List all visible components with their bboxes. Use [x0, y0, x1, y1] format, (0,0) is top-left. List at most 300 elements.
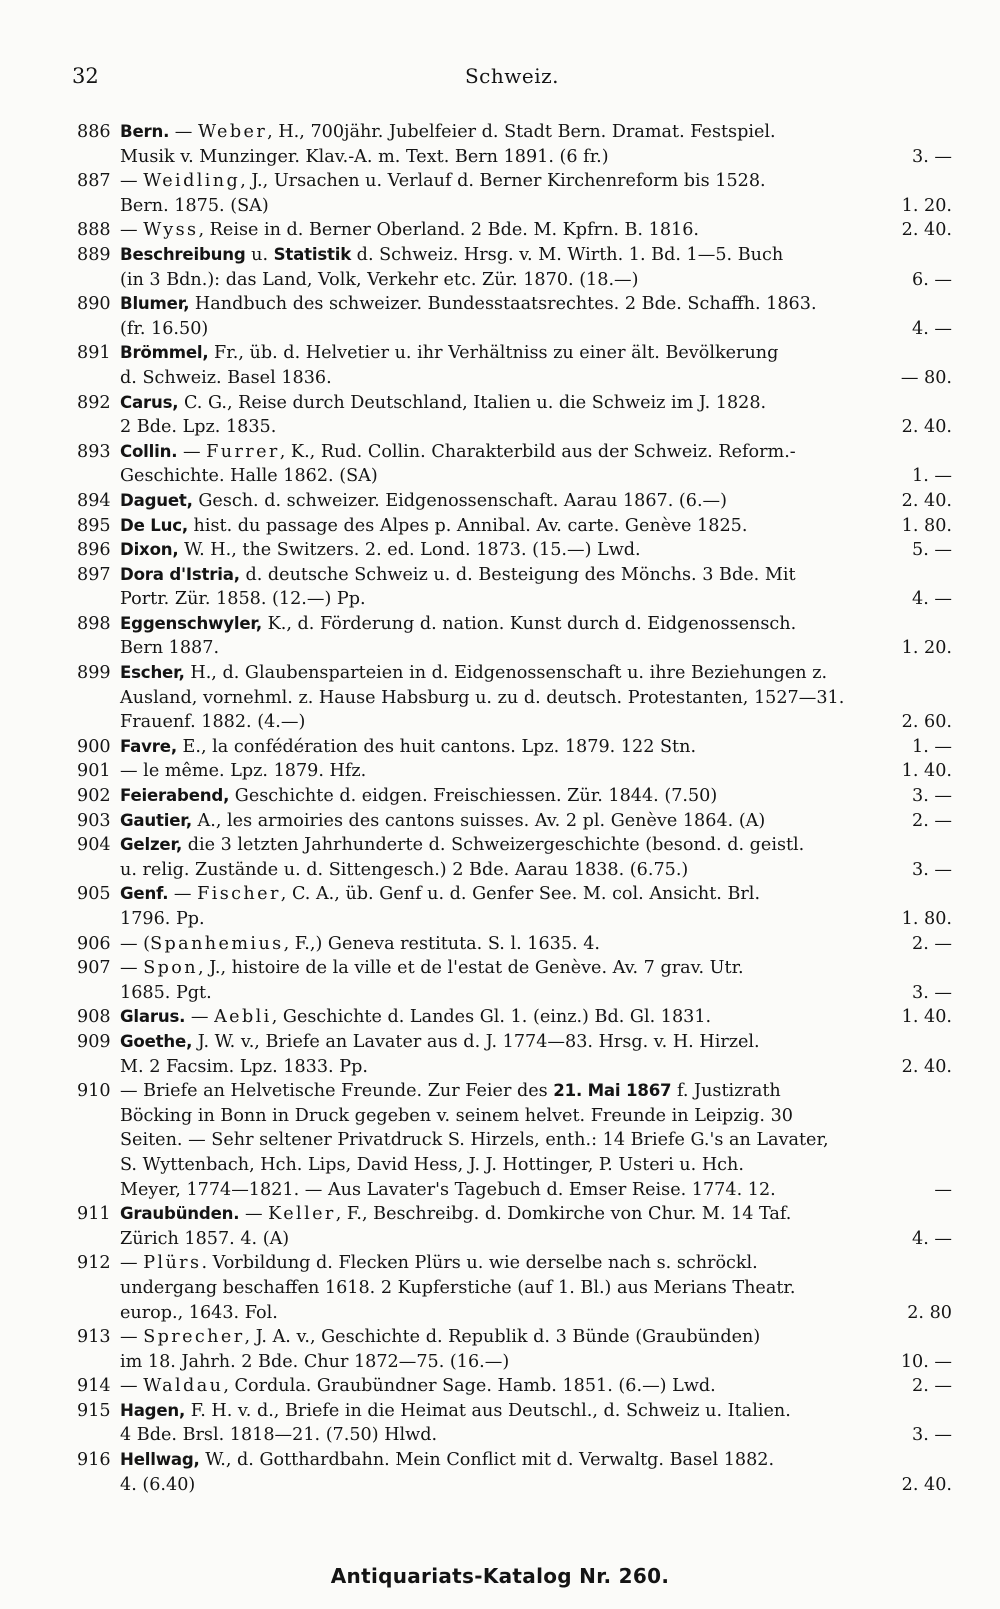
entry-author: Plürs — [143, 1253, 202, 1274]
entry-text — [120, 1325, 760, 1350]
entry-price: 1. 40. — [901, 1007, 952, 1028]
entry-line — [0, 538, 1000, 563]
entry-line — [0, 735, 1000, 760]
entry-line — [0, 956, 1000, 981]
entry-text-run: — — [239, 1204, 269, 1225]
entry-text-run: — Briefe an Helvetische Freunde. Zur Feier des — [120, 1081, 554, 1102]
entry-text — [120, 1423, 437, 1448]
entry-price: 4. — — [912, 318, 952, 339]
entry-text — [120, 1448, 774, 1473]
entry-line — [0, 1301, 1000, 1326]
entry-keyword: Dora d'Istria, — [120, 564, 240, 584]
entry-line — [0, 120, 1000, 145]
entry-text-run: hist. du passage des Alpes p. Annibal. Av. carte. Genève 1825. — [187, 515, 748, 536]
entry-author: Fischer — [197, 884, 281, 905]
entry-text — [120, 1399, 791, 1424]
entry-keyword: Escher, — [120, 663, 185, 683]
catalog-entry — [0, 833, 1000, 882]
entry-number: 903 — [77, 810, 111, 831]
entry-line — [0, 514, 1000, 539]
entry-number: 891 — [77, 343, 111, 364]
catalog-entry — [0, 1030, 1000, 1079]
entry-line — [0, 1325, 1000, 1350]
entry-price: 1. 80. — [901, 515, 952, 536]
catalog-entry — [0, 1325, 1000, 1374]
entry-number: 911 — [77, 1204, 111, 1225]
entry-number: 915 — [77, 1400, 111, 1421]
entry-number: 887 — [77, 171, 111, 192]
entry-text — [120, 1178, 776, 1203]
entry-text — [120, 882, 760, 907]
entry-price: — 80. — [900, 367, 952, 388]
entry-line — [0, 1374, 1000, 1399]
entry-text-run: Meyer, 1774—1821. — Aus Lavater's Tagebuch d. Emser Reise. 1774. 12. — [120, 1179, 776, 1200]
entry-text-run: 1685. Pgt. — [120, 982, 212, 1003]
catalog-entry — [0, 735, 1000, 760]
entry-text-run: , Geschichte d. Landes Gl. 1. (einz.) Bd. Gl. 1831. — [271, 1007, 712, 1028]
entry-text-run: u. relig. Zustände u. d. Sittengesch.) 2 Bde. Aarau 1838. (6.75.) — [120, 859, 689, 880]
entry-text-run: Portr. Zür. 1858. (12.—) Pp. — [120, 589, 366, 610]
entry-line — [0, 686, 1000, 711]
entry-text-run: — le même. Lpz. 1879. Hfz. — [120, 761, 367, 782]
entry-text-run: — — [169, 122, 198, 142]
entry-text-run: — — [120, 1253, 144, 1274]
entry-text — [120, 833, 804, 858]
entry-text-run: Zürich 1857. 4. (A) — [120, 1228, 290, 1249]
entry-line — [0, 341, 1000, 366]
entry-line — [0, 1350, 1000, 1375]
catalog-entry — [0, 1202, 1000, 1251]
entry-number: 892 — [77, 392, 111, 413]
entry-text — [120, 268, 639, 293]
entry-text — [120, 440, 796, 465]
entry-text — [120, 907, 205, 932]
entry-keyword: Feierabend, — [120, 786, 230, 806]
catalog-entries — [0, 120, 1000, 1497]
entry-number: 889 — [77, 244, 111, 265]
entry-text-run: — — [120, 1327, 144, 1348]
entry-line — [0, 1153, 1000, 1178]
entry-line — [0, 587, 1000, 612]
entry-number: 894 — [77, 490, 111, 511]
entry-keyword: Eggenschwyler, — [120, 613, 263, 633]
entry-text-run: Geschichte d. eidgen. Freischiessen. Zür. 1844. (7.50) — [229, 786, 718, 807]
catalog-entry — [0, 882, 1000, 931]
entry-text-run: , F.,) Geneva restituta. S. l. 1635. 4. — [283, 933, 601, 954]
entry-text-run: 1796. Pp. — [120, 909, 205, 929]
catalog-entry — [0, 243, 1000, 292]
entry-author: Furrer — [206, 441, 280, 462]
entry-price: 3. — — [912, 859, 952, 880]
entry-text-run: , Cordula. Graubündner Sage. Hamb. 1851. (6.—) Lwd. — [223, 1376, 716, 1397]
catalog-entry — [0, 169, 1000, 218]
entry-line — [0, 317, 1000, 342]
catalog-entry — [0, 391, 1000, 440]
entry-author: Sprecher — [143, 1327, 245, 1348]
entry-text-run: 4. (6.40) — [120, 1474, 196, 1495]
entry-keyword: Statistik — [273, 244, 352, 264]
entry-text-run: Handbuch des schweizer. Bundesstaatsrechtes. 2 Bde. Schaffh. 1863. — [189, 294, 817, 315]
catalog-entry — [0, 489, 1000, 514]
entry-number: 900 — [77, 736, 111, 757]
entry-line — [0, 907, 1000, 932]
entry-line — [0, 981, 1000, 1006]
entry-text — [120, 120, 776, 145]
entry-number: 905 — [77, 884, 111, 905]
entry-text-run: Böcking in Bonn in Druck gegeben v. seinem helvet. Freunde in Leipzig. 30 — [120, 1105, 793, 1126]
entry-text — [120, 1202, 791, 1227]
entry-text-run: , C. A., üb. Genf u. d. Genfer See. M. col. Ansicht. Brl. — [280, 884, 761, 905]
entry-price: 2. 40. — [901, 220, 952, 241]
entry-text — [120, 1104, 793, 1129]
entry-text-run: . Vorbildung d. Flecken Plürs u. wie derselbe nach s. schröckl. — [201, 1253, 758, 1274]
entry-price: 2. — — [912, 1376, 952, 1397]
entry-line — [0, 932, 1000, 957]
entry-price: 3. — — [912, 786, 952, 807]
entry-line — [0, 1473, 1000, 1498]
entry-keyword: Favre, — [120, 736, 177, 756]
entry-price: 6. — — [912, 269, 952, 290]
entry-number: 896 — [77, 540, 111, 561]
entry-line — [0, 882, 1000, 907]
catalog-entry — [0, 292, 1000, 341]
entry-text — [120, 514, 747, 539]
entry-line — [0, 1227, 1000, 1252]
entry-text-run: E., la confédération des huit cantons. Lpz. 1879. 122 Stn. — [176, 736, 697, 757]
entry-text-run: Seiten. — Sehr seltener Privatdruck S. Hirzels, enth.: 14 Briefe G.'s an Lavater, — [120, 1130, 829, 1151]
entry-price: 4. — — [912, 1228, 952, 1249]
entry-text — [120, 1251, 758, 1276]
entry-price: — — [934, 1179, 952, 1200]
entry-number: 910 — [77, 1081, 111, 1102]
entry-number: 907 — [77, 958, 111, 979]
entry-number: 916 — [77, 1450, 111, 1471]
entry-text-run: die 3 letzten Jahrhunderte d. Schweizergeschichte (besond. d. geistl. — [182, 835, 805, 856]
entry-number: 895 — [77, 515, 111, 536]
entry-price: 1. — — [912, 736, 952, 757]
entry-text-run: , H., 700jähr. Jubelfeier d. Stadt Bern. Dramat. Festspiel. — [267, 122, 776, 142]
entry-text-run: , Reise in d. Berner Oberland. 2 Bde. M. Kpfrn. B. 1816. — [198, 220, 699, 241]
entry-line — [0, 1276, 1000, 1301]
entry-number: 902 — [77, 786, 111, 807]
entry-keyword: De Luc, — [120, 515, 188, 535]
entry-price: 1. 80. — [901, 909, 952, 929]
entry-author: Aebli — [214, 1007, 272, 1028]
entry-text — [120, 858, 688, 883]
entry-line — [0, 1055, 1000, 1080]
entry-line — [0, 661, 1000, 686]
entry-text-run: 4 Bde. Brsl. 1818—21. (7.50) Hlwd. — [120, 1425, 438, 1446]
entry-number: 886 — [77, 122, 111, 142]
entry-line — [0, 391, 1000, 416]
entry-keyword: Blumer, — [120, 294, 190, 314]
entry-text-run: J. W. v., Briefe an Lavater aus d. J. 1774—83. Hrsg. v. H. Hirzel. — [192, 1031, 760, 1052]
entry-keyword: 21. Mai 1867 — [553, 1081, 672, 1101]
entry-price: 2. 40. — [901, 1474, 952, 1495]
entry-text-run: — — [120, 171, 144, 192]
entry-price: 2. 40. — [901, 490, 952, 511]
entry-line — [0, 1251, 1000, 1276]
entry-text — [120, 636, 219, 661]
entry-number: 888 — [77, 220, 111, 241]
entry-number: 899 — [77, 663, 111, 684]
entry-number: 913 — [77, 1327, 111, 1348]
entry-number: 898 — [77, 613, 111, 634]
entry-keyword: Goethe, — [120, 1031, 193, 1051]
entry-line — [0, 440, 1000, 465]
entry-number: 908 — [77, 1007, 111, 1028]
entry-line — [0, 169, 1000, 194]
entry-keyword: Genf. — [120, 884, 169, 904]
entry-text-run: — — [120, 1376, 144, 1397]
entry-number: 890 — [77, 294, 111, 315]
entry-text — [120, 1030, 760, 1055]
catalog-entry — [0, 1374, 1000, 1399]
entry-text-run: , J., histoire de la ville et de l'estat de Genève. Av. 7 grav. Utr. — [198, 958, 744, 979]
entry-keyword: Brömmel, — [120, 343, 209, 363]
entry-line — [0, 464, 1000, 489]
entry-price: 1. — — [912, 466, 952, 487]
entry-author: Waldau — [143, 1376, 224, 1397]
entry-text — [120, 1227, 289, 1252]
entry-text — [120, 1055, 368, 1080]
entry-text-run: Gesch. d. schweizer. Eidgenossenschaft. Aarau 1867. (6.—) — [192, 490, 728, 511]
entry-text — [120, 686, 844, 711]
entry-text-run: d. deutsche Schweiz u. d. Besteigung des Mönchs. 3 Bde. Mit — [239, 564, 796, 585]
entry-text — [120, 218, 699, 243]
entry-text-run: d. Schweiz. Basel 1836. — [120, 367, 332, 388]
entry-keyword: Collin. — [120, 441, 178, 461]
entry-number: 914 — [77, 1376, 111, 1397]
entry-line — [0, 218, 1000, 243]
entry-text-run: (in 3 Bdn.): das Land, Volk, Verkehr etc. Zür. 1870. (18.—) — [120, 269, 639, 290]
entry-line — [0, 833, 1000, 858]
entry-text-run: — ( — [120, 933, 151, 954]
entry-author: Spon — [143, 958, 199, 979]
entry-keyword: Gautier, — [120, 810, 192, 830]
entry-text-run: (fr. 16.50) — [120, 318, 209, 339]
entry-text — [120, 1350, 509, 1375]
entry-price: 10. — — [900, 1351, 952, 1372]
entry-text-run: H., d. Glaubensparteien in d. Eidgenossenschaft u. ihre Beziehungen z. — [184, 663, 828, 684]
catalog-entry — [0, 120, 1000, 169]
catalog-entry — [0, 809, 1000, 834]
running-head: Schweiz. — [464, 64, 560, 88]
entry-price: 2. — — [912, 933, 952, 954]
entry-line — [0, 784, 1000, 809]
entry-author: Weidling — [143, 171, 241, 192]
entry-text — [120, 587, 366, 612]
entry-text-run: W., d. Gotthardbahn. Mein Conflict mit d. Verwaltg. Basel 1882. — [199, 1450, 775, 1471]
entry-text — [120, 169, 766, 194]
entry-price: 2. 40. — [901, 1056, 952, 1077]
entry-keyword: Gelzer, — [120, 835, 183, 855]
entry-text-run: Fr., üb. d. Helvetier u. ihr Verhältniss zu einer ält. Bevölkerung — [208, 343, 779, 364]
entry-number: 901 — [77, 761, 111, 782]
catalog-entry — [0, 1079, 1000, 1202]
entry-price: 2. 80 — [907, 1302, 952, 1323]
entry-author: Weber — [197, 122, 268, 142]
entry-text — [120, 710, 305, 735]
entry-number: 912 — [77, 1253, 111, 1274]
entry-line — [0, 1399, 1000, 1424]
entry-price: 3. — — [912, 146, 952, 167]
entry-keyword: Beschreibung — [120, 244, 246, 264]
entry-text — [120, 317, 208, 342]
entry-text-run: europ., 1643. Fol. — [120, 1302, 278, 1323]
entry-price: 1. 20. — [901, 195, 952, 216]
entry-line — [0, 243, 1000, 268]
entry-price: 3. — — [912, 982, 952, 1003]
entry-text-run: W. H., the Switzers. 2. ed. Lond. 1873. (15.—) Lwd. — [178, 540, 641, 561]
entry-price: 2. — — [912, 810, 952, 831]
entry-keyword: Graubünden. — [120, 1204, 240, 1224]
catalog-entry — [0, 1399, 1000, 1448]
entry-number: 909 — [77, 1031, 111, 1052]
entry-text — [120, 809, 765, 834]
entry-number: 906 — [77, 933, 111, 954]
entry-line — [0, 563, 1000, 588]
entry-text — [120, 1005, 711, 1030]
entry-line — [0, 1202, 1000, 1227]
catalog-entry — [0, 538, 1000, 563]
entry-line — [0, 1448, 1000, 1473]
entry-text — [120, 932, 600, 957]
entry-line — [0, 759, 1000, 784]
entry-line — [0, 809, 1000, 834]
entry-text-run: C. G., Reise durch Deutschland, Italien u. die Schweiz im J. 1828. — [178, 392, 767, 413]
entry-text — [120, 538, 641, 563]
entry-line — [0, 858, 1000, 883]
entry-text-run: — — [177, 441, 207, 462]
entry-text — [120, 661, 827, 686]
entry-text-run: , J. A. v., Geschichte d. Republik d. 3 Bünde (Graubünden) — [244, 1327, 761, 1348]
entry-line — [0, 268, 1000, 293]
entry-text-run: Musik v. Munzinger. Klav.-A. m. Text. Bern 1891. (6 fr.) — [120, 146, 609, 167]
entry-line — [0, 1128, 1000, 1153]
entry-text — [120, 612, 796, 637]
entry-text-run: Bern 1887. — [120, 638, 220, 659]
entry-text — [120, 1128, 829, 1153]
catalog-entry — [0, 563, 1000, 612]
entry-text — [120, 1153, 744, 1178]
entry-text-run: F. H. v. d., Briefe in die Heimat aus Deutschl., d. Schweiz u. Italien. — [185, 1400, 791, 1421]
entry-price: 1. 20. — [901, 638, 952, 659]
catalog-entry — [0, 218, 1000, 243]
entry-text — [120, 735, 696, 760]
catalog-entry — [0, 956, 1000, 1005]
entry-author: Wyss — [143, 220, 199, 241]
entry-price: 5. — — [912, 540, 952, 561]
entry-price: 1. 40. — [901, 761, 952, 782]
entry-line — [0, 194, 1000, 219]
entry-text — [120, 1473, 195, 1498]
entry-text — [120, 341, 778, 366]
entry-text — [120, 292, 817, 317]
entry-number: 904 — [77, 835, 111, 856]
catalog-footer: Antiquariats-Katalog Nr. 260. — [330, 1564, 670, 1588]
entry-line — [0, 366, 1000, 391]
entry-price: 4. — — [912, 589, 952, 610]
entry-text-run: 2 Bde. Lpz. 1835. — [120, 417, 277, 438]
entry-text — [120, 1374, 716, 1399]
entry-text-run: — — [120, 220, 144, 241]
entry-line — [0, 292, 1000, 317]
entry-text-run: , K., Rud. Collin. Charakterbild aus der Schweiz. Reform.- — [279, 441, 796, 462]
entry-text-run: u. — [245, 244, 274, 265]
entry-price: 3. — — [912, 1425, 952, 1446]
catalog-entry — [0, 612, 1000, 661]
entry-text — [120, 464, 378, 489]
entry-author: Spanhemius — [150, 933, 284, 954]
entry-number: 897 — [77, 564, 111, 585]
entry-keyword: Carus, — [120, 392, 179, 412]
catalog-entry — [0, 759, 1000, 784]
entry-text — [120, 1079, 781, 1104]
catalog-entry — [0, 1448, 1000, 1497]
entry-keyword: Bern. — [120, 122, 170, 141]
entry-text — [120, 415, 276, 440]
entry-text — [120, 956, 744, 981]
entry-line — [0, 1178, 1000, 1203]
catalog-entry — [0, 932, 1000, 957]
entry-text-run: A., les armoiries des cantons suisses. Av. 2 pl. Genève 1864. (A) — [191, 810, 766, 831]
entry-text — [120, 759, 366, 784]
entry-text-run: f. Justizrath — [671, 1081, 781, 1102]
entry-text — [120, 981, 212, 1006]
entry-text-run: im 18. Jahrh. 2 Bde. Chur 1872—75. (16.—) — [120, 1351, 510, 1372]
entry-text-run: S. Wyttenbach, Hch. Lips, David Hess, J. J. Hottinger, P. Usteri u. Hch. — [120, 1154, 744, 1175]
entry-price: 2. 40. — [901, 417, 952, 438]
entry-text — [120, 366, 332, 391]
entry-author: Keller — [268, 1204, 336, 1225]
entry-text-run: — — [185, 1007, 215, 1028]
catalog-entry — [0, 784, 1000, 809]
entry-text-run: d. Schweiz. Hrsg. v. M. Wirth. 1. Bd. 1—5. Buch — [351, 244, 784, 265]
entry-line — [0, 1079, 1000, 1104]
entry-text-run: , F., Beschreibg. d. Domkirche von Chur. M. 14 Taf. — [335, 1204, 792, 1225]
entry-text-run: Ausland, vornehml. z. Hause Habsburg u. zu d. deutsch. Protestanten, 1527—31. — [120, 687, 845, 708]
catalog-entry — [0, 341, 1000, 390]
entry-text-run: K., d. Förderung d. nation. Kunst durch d. Eidgenossensch. — [262, 613, 797, 634]
entry-line — [0, 1104, 1000, 1129]
catalog-entry — [0, 440, 1000, 489]
page-number: 32 — [72, 64, 99, 88]
entry-line — [0, 489, 1000, 514]
entry-text — [120, 1276, 795, 1301]
entry-text-run: Frauenf. 1882. (4.—) — [120, 712, 306, 733]
entry-line — [0, 145, 1000, 170]
entry-text-run: undergang beschaffen 1618. 2 Kupferstiche (auf 1. Bl.) aus Merians Theatr. — [120, 1277, 796, 1298]
entry-text-run: M. 2 Facsim. Lpz. 1833. Pp. — [120, 1056, 368, 1077]
entry-keyword: Daguet, — [120, 490, 193, 510]
entry-text — [120, 563, 796, 588]
catalog-entry — [0, 1251, 1000, 1325]
entry-text — [120, 145, 609, 170]
entry-text-run: — — [120, 958, 144, 979]
entry-price: 2. 60. — [901, 712, 952, 733]
entry-text-run: — — [168, 884, 198, 905]
entry-keyword: Glarus. — [120, 1007, 186, 1027]
entry-text-run: , J., Ursachen u. Verlauf d. Berner Kirchenreform bis 1528. — [240, 171, 766, 192]
entry-line — [0, 710, 1000, 735]
entry-text-run: Geschichte. Halle 1862. (SA) — [120, 466, 378, 487]
entry-text — [120, 1301, 278, 1326]
entry-text — [120, 784, 717, 809]
entry-line — [0, 1423, 1000, 1448]
catalog-entry — [0, 1005, 1000, 1030]
catalog-entry — [0, 661, 1000, 735]
